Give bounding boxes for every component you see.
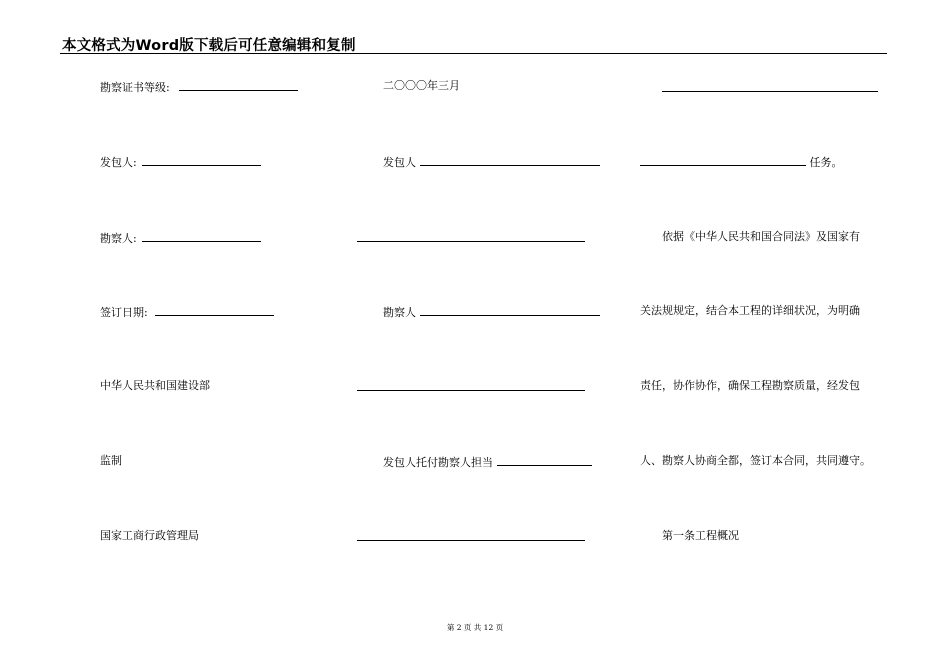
task-field	[640, 154, 843, 170]
sign-date-blank[interactable]	[155, 304, 274, 316]
surveyor-blank[interactable]	[142, 230, 261, 242]
blank-line[interactable]	[357, 540, 585, 541]
task-blank[interactable]	[640, 154, 806, 166]
surveyor-name-label: 勘察人	[383, 306, 416, 319]
blank-line[interactable]	[662, 91, 878, 92]
client-label: 发包人:	[100, 156, 137, 169]
client-field	[100, 154, 261, 170]
admin-bureau-text: 国家工商行政管理局	[100, 529, 199, 542]
page-number: 第 2 页 共 12 页	[446, 623, 504, 632]
surveyor-name-field	[383, 304, 600, 320]
paragraph-line-1: 依据《中华人民共和国合同法》及国家有	[662, 230, 860, 243]
paragraph-line-4: 人、勘察人协商全都，签订本合同，共同遵守。	[640, 454, 871, 467]
page-header-title: 本文格式为Word版下载后可任意编辑和复制	[62, 38, 356, 54]
blank-line[interactable]	[357, 390, 585, 391]
header-divider	[60, 53, 887, 54]
client-name-blank[interactable]	[420, 154, 600, 166]
entrust-text: 发包人托付勘察人担当	[383, 456, 493, 469]
client-name-field	[383, 154, 600, 170]
surveyor-field	[100, 230, 261, 246]
sign-date-label: 签订日期:	[100, 306, 148, 319]
client-blank[interactable]	[142, 154, 261, 166]
sign-date-field	[100, 304, 274, 320]
ministry-text: 中华人民共和国建设部	[100, 379, 210, 392]
supervise-text: 监制	[100, 454, 122, 467]
cert-level-label: 勘察证书等级:	[100, 81, 170, 94]
client-name-label: 发包人	[383, 156, 416, 169]
task-suffix: 任务。	[809, 156, 843, 169]
cert-level-blank[interactable]	[179, 79, 298, 91]
paragraph-line-3: 责任，协作协作，确保工程勘察质量，经发包	[640, 379, 860, 392]
entrust-field	[383, 454, 592, 470]
surveyor-label: 勘察人:	[100, 232, 137, 245]
contract-date: 二〇〇〇年三月	[383, 79, 460, 92]
surveyor-name-blank[interactable]	[420, 304, 600, 316]
paragraph-line-2: 关法规规定，结合本工程的详细状况，为明确	[640, 304, 860, 317]
cert-level-field	[100, 79, 298, 95]
blank-line[interactable]	[357, 241, 585, 242]
article-1-heading: 第一条工程概况	[662, 529, 739, 542]
entrust-blank[interactable]	[497, 454, 592, 466]
